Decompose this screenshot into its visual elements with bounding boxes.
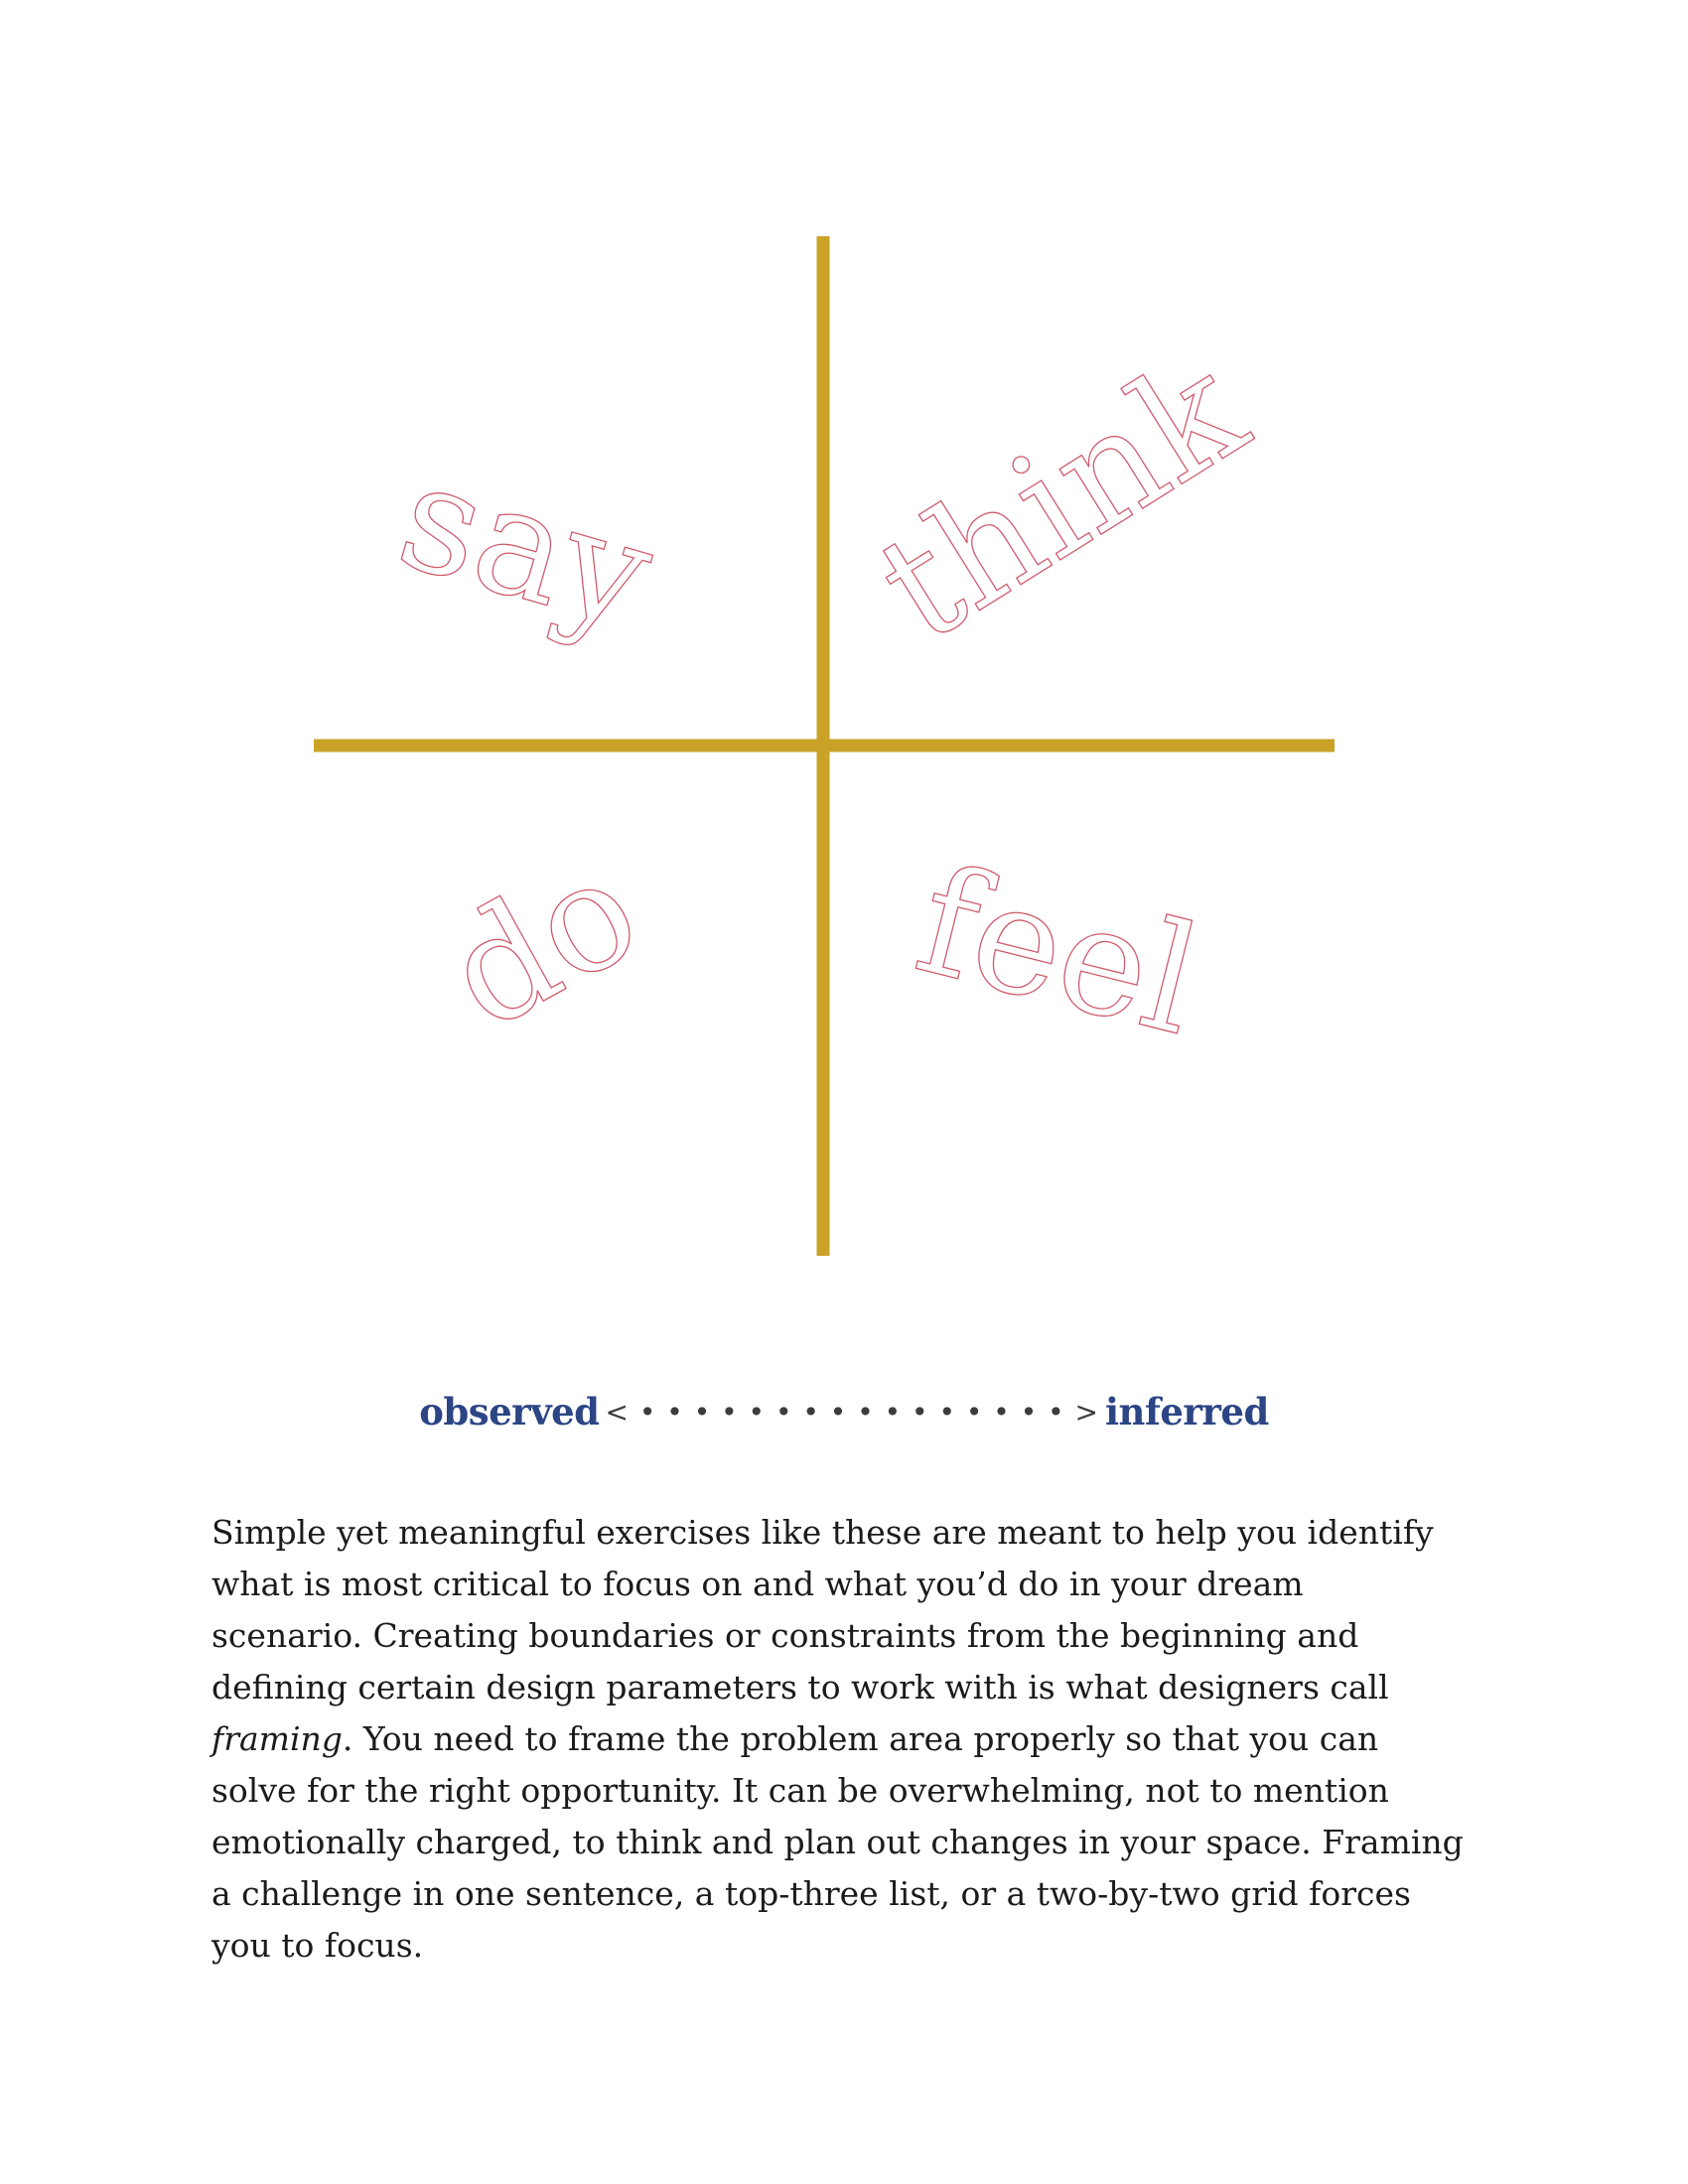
- quadrant-think: think: [850, 323, 1273, 676]
- quadrant-do: do: [420, 822, 666, 1064]
- axis-right-label: inferred: [1105, 1390, 1269, 1433]
- observed-inferred-axis: [0, 1390, 1688, 1433]
- paragraph-line: scenario. Creating boundaries or constraints from the beginning and: [211, 1616, 1359, 1655]
- framing-term: framing: [211, 1719, 343, 1758]
- paragraph-line: defining certain design parameters to work with is what designers call: [211, 1668, 1389, 1706]
- paragraph-line: a challenge in one sentence, a top-three list, or a two-by-two grid forces: [211, 1874, 1411, 1913]
- quadrant-feel: feel: [902, 834, 1215, 1069]
- paragraph-line: what is most critical to focus on and what you’d do in your dream: [211, 1565, 1304, 1603]
- paragraph-line: you to focus.: [211, 1926, 424, 1965]
- quadrant-say: say: [382, 429, 670, 664]
- paragraph-line: emotionally charged, to think and plan out changes in your space. Framing: [211, 1823, 1464, 1861]
- axis-dotted-arrow: < • • • • • • • • • • • • • • • • >: [605, 1396, 1099, 1429]
- paragraph-line: solve for the right opportunity. It can be overwhelming, not to mention: [211, 1771, 1389, 1810]
- axis-left-label: observed: [419, 1390, 600, 1433]
- paragraph-line: Simple yet meaningful exercises like these are meant to help you identify: [211, 1513, 1434, 1552]
- body-paragraph: [211, 1507, 1482, 1972]
- paragraph-line-rest: . You need to frame the problem area properly so that you can: [342, 1719, 1379, 1758]
- paragraph-line: [211, 1713, 1482, 1765]
